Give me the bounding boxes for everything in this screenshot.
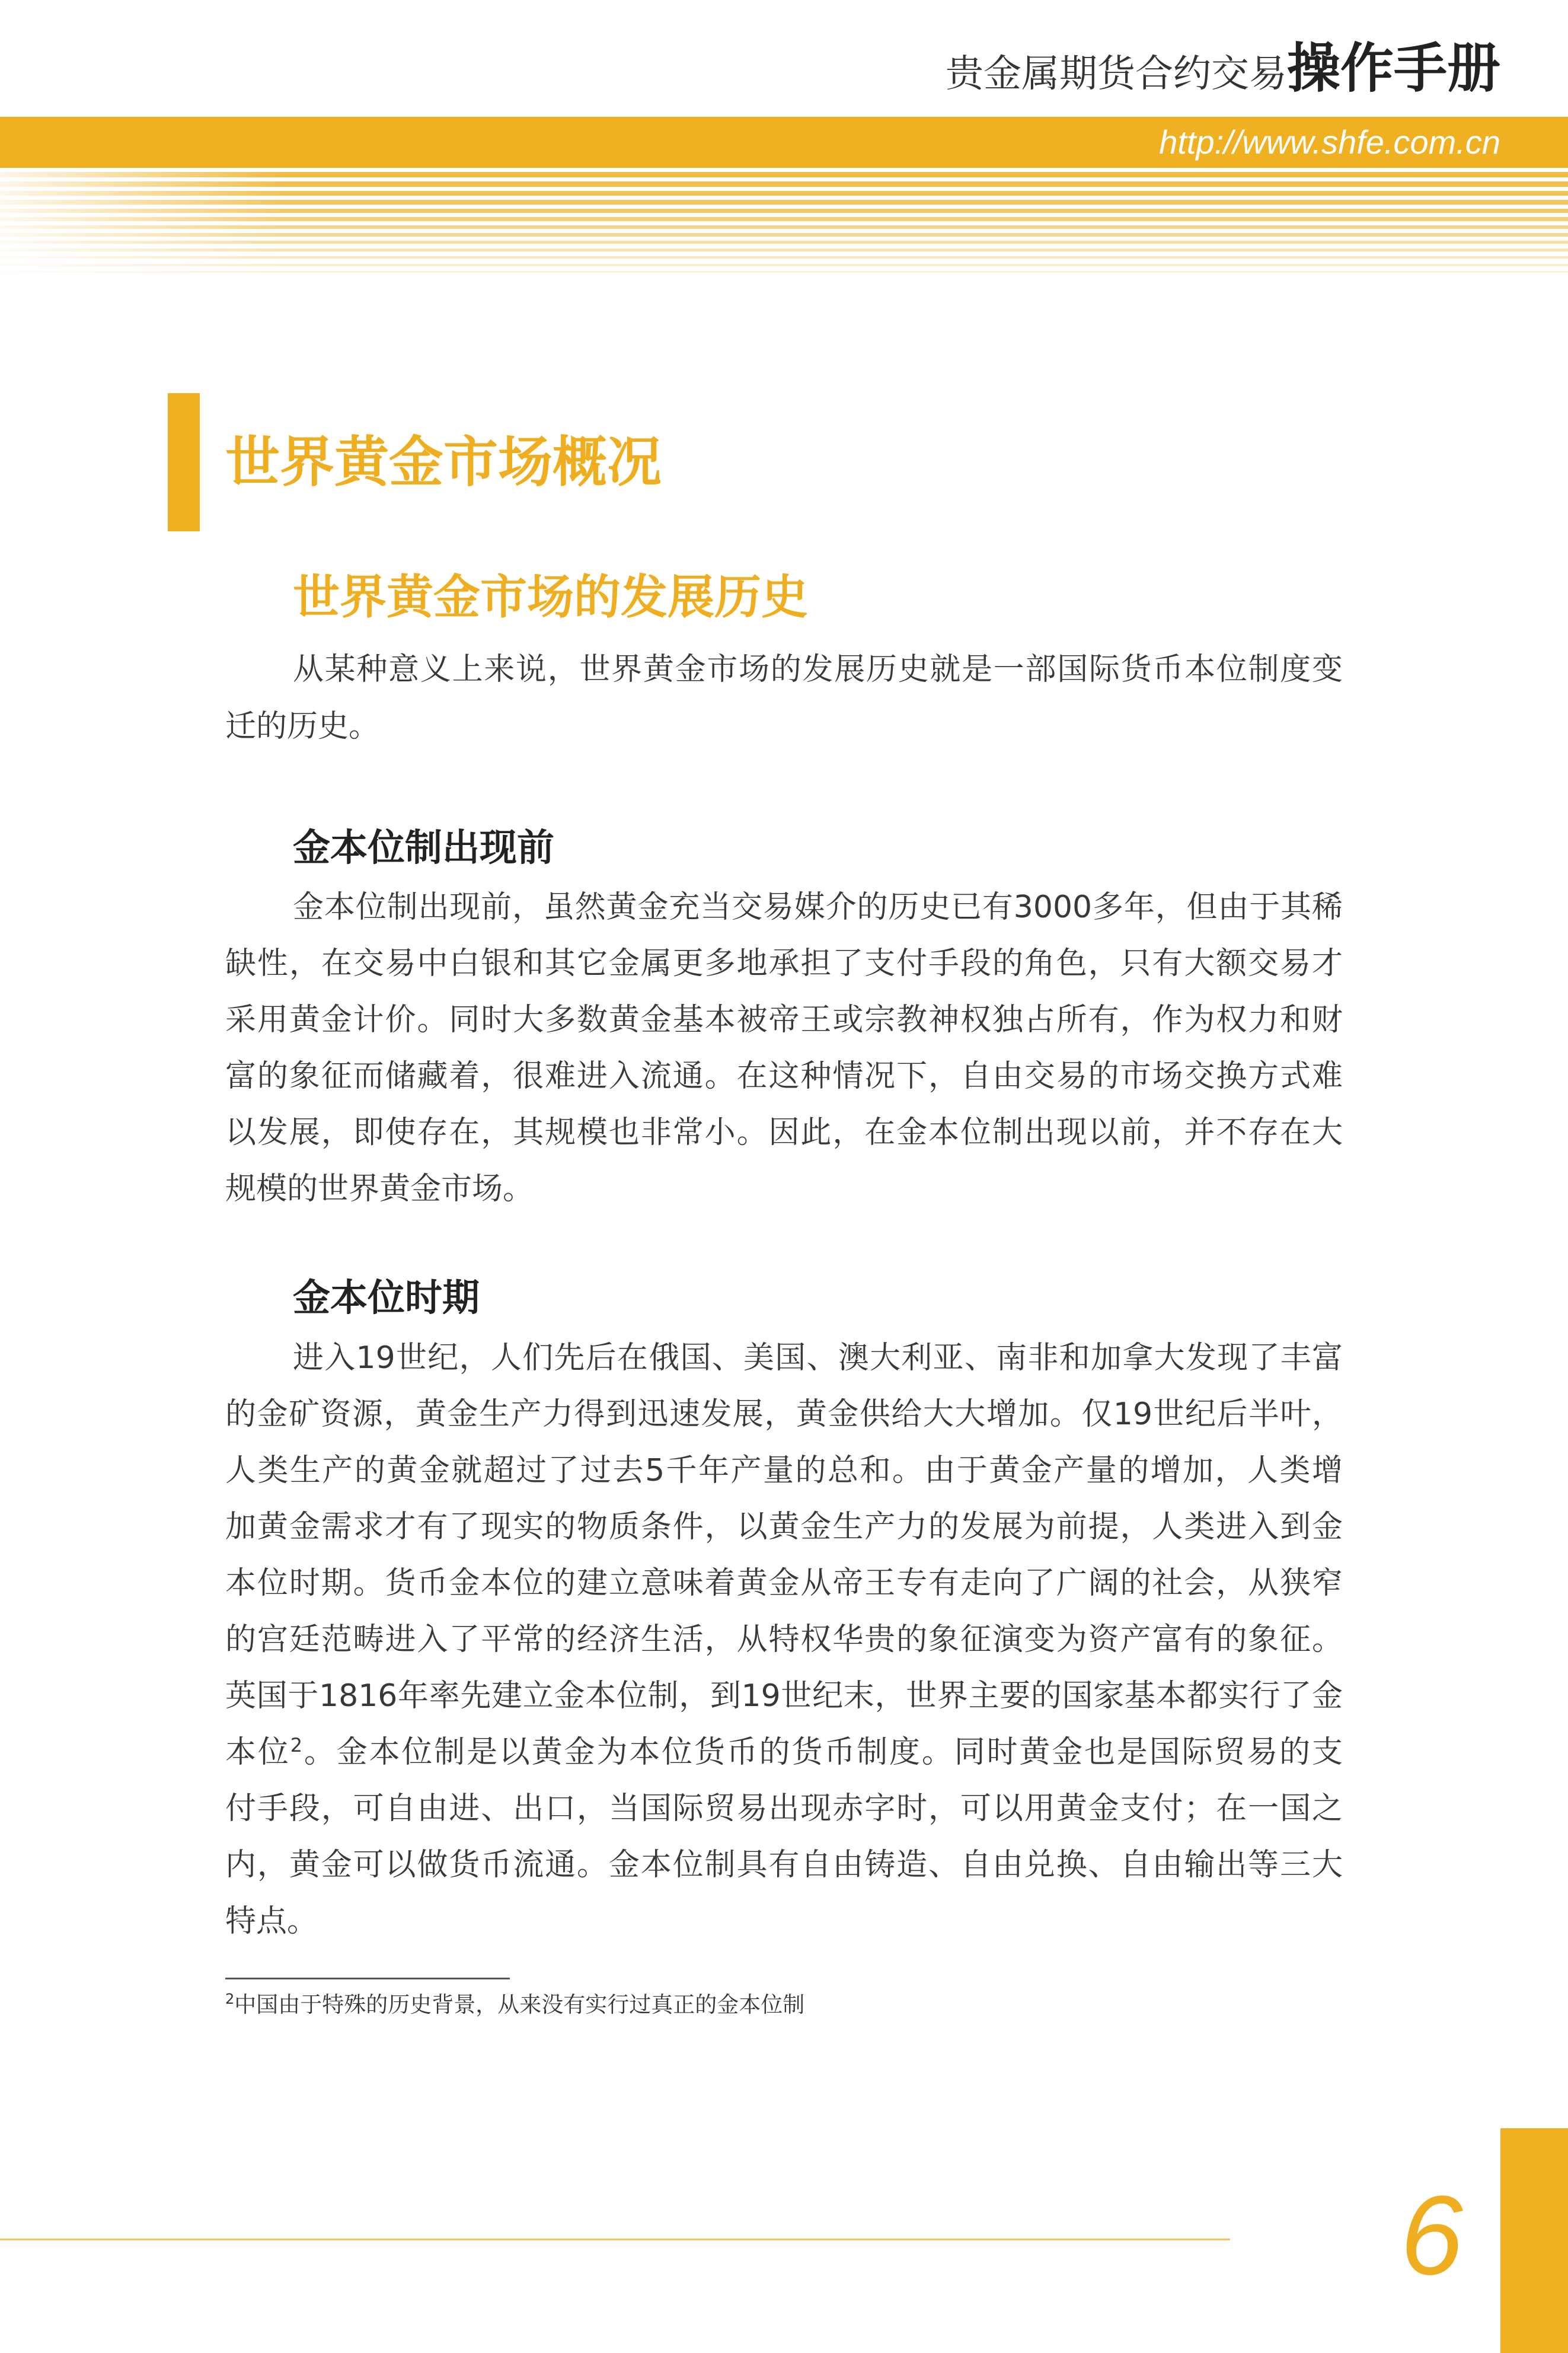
subsection-paragraph: [225, 1330, 1343, 1950]
paragraph-line-with-footnote-mark: [225, 1724, 1343, 1781]
paragraph-line: 迁的历史。: [225, 709, 380, 744]
stripe-line: [0, 241, 1568, 244]
manual-title: [946, 34, 1500, 103]
stripe-line: [0, 225, 1568, 229]
website-url: http://www.shfe.com.cn: [1159, 123, 1500, 161]
stripe-line: [0, 191, 1568, 196]
line-text-after-mark: 。金本位制是以黄金为本位货币的货币制度。同时黄金也是国际贸易的支: [302, 1735, 1343, 1770]
paragraph-line: 进入19世纪，人们先后在俄国、美国、澳大利亚、南非和加拿大发现了丰富: [293, 1340, 1343, 1376]
section-title: 世界黄金市场概况: [225, 431, 662, 494]
manual-title-prefix: 贵金属期货合约交易: [946, 52, 1287, 96]
paragraph-line: 从某种意义上来说，世界黄金市场的发展历史就是一部国际货币本位制度变: [293, 652, 1343, 687]
paragraph-line: 金本位制出现前，虽然黄金充当交易媒介的历史已有3000多年，但由于其稀: [293, 889, 1343, 925]
intro-paragraph: [225, 641, 1343, 755]
footnote-mark: 2: [225, 1991, 235, 2007]
paragraph-line: 人类生产的黄金就超过了过去5千年产量的总和。由于黄金产量的增加，人类增: [225, 1453, 1343, 1488]
stripe-line: [0, 200, 1568, 205]
stripe-line: [0, 233, 1568, 237]
header-decorative-stripes: [0, 170, 1568, 280]
paragraph-line: 特点。: [225, 1904, 318, 1939]
stripe-line: [0, 248, 1568, 251]
paragraph-line: 的金矿资源，黄金生产力得到迅速发展，黄金供给大大增加。仅19世纪后半叶，: [225, 1397, 1343, 1432]
paragraph-line: 的宫廷范畴进入了平常的经济生活，从特权华贵的象征演变为资产富有的象征。: [225, 1622, 1343, 1657]
footnote-reference-mark: 2: [290, 1734, 303, 1756]
stripe-line: [0, 271, 1568, 273]
footer-accent-block: [1500, 2128, 1568, 2353]
manual-title-emphasis: 操作手册: [1287, 37, 1500, 100]
footnote-text: 中国由于特殊的历史背景，从来没有实行过真正的金本位制: [234, 1992, 805, 2017]
paragraph-line: 加黄金需求才有了现实的物质条件，以黄金生产力的发展为前提，人类进入到金: [225, 1509, 1343, 1545]
paragraph-line: 本位时期。货币金本位的建立意味着黄金从帝王专有走向了广阔的社会，从狭窄: [225, 1566, 1343, 1601]
stripe-line: [0, 209, 1568, 213]
page-number: 6: [1400, 2173, 1463, 2298]
paragraph-line: 富的象征而储藏着，很难进入流通。在这种情况下，自由交易的市场交换方式难: [225, 1058, 1343, 1094]
stripe-line: [0, 264, 1568, 266]
stripe-line: [0, 217, 1568, 221]
stripe-line: [0, 172, 1568, 177]
section-subtitle: 世界黄金市场的发展历史: [293, 570, 808, 624]
section-title-accent-bar: [168, 393, 200, 531]
paragraph-line: 英国于1816年率先建立金本位制，到19世纪末，世界主要的国家基本都实行了金: [225, 1678, 1343, 1714]
subsection-paragraph: [225, 879, 1343, 1217]
paragraph-line: 内，黄金可以做货币流通。金本位制具有自由铸造、自由兑换、自由输出等三大: [225, 1847, 1343, 1883]
paragraph-line: 缺性，在交易中白银和其它金属更多地承担了支付手段的角色，只有大额交易才: [225, 946, 1343, 981]
stripe-line: [0, 256, 1568, 259]
paragraph-line: 采用黄金计价。同时大多数黄金基本被帝王或宗教神权独占所有，作为权力和财: [225, 1002, 1343, 1038]
stripe-line: [0, 181, 1568, 187]
subsection-heading: 金本位制出现前: [293, 826, 554, 869]
footnote: [225, 1991, 804, 2019]
footnote-separator: [225, 1978, 510, 1979]
footer-rule: [0, 2239, 1230, 2240]
paragraph-line: 规模的世界黄金市场。: [225, 1171, 534, 1207]
paragraph-line: 以发展，即使存在，其规模也非常小。因此，在金本位制出现以前，并不存在大: [225, 1115, 1343, 1150]
subsection-heading: 金本位时期: [293, 1276, 480, 1319]
paragraph-line: 付手段，可自由进、出口，当国际贸易出现赤字时，可以用黄金支付；在一国之: [225, 1791, 1343, 1826]
line-text-before-mark: 本位: [225, 1735, 290, 1770]
